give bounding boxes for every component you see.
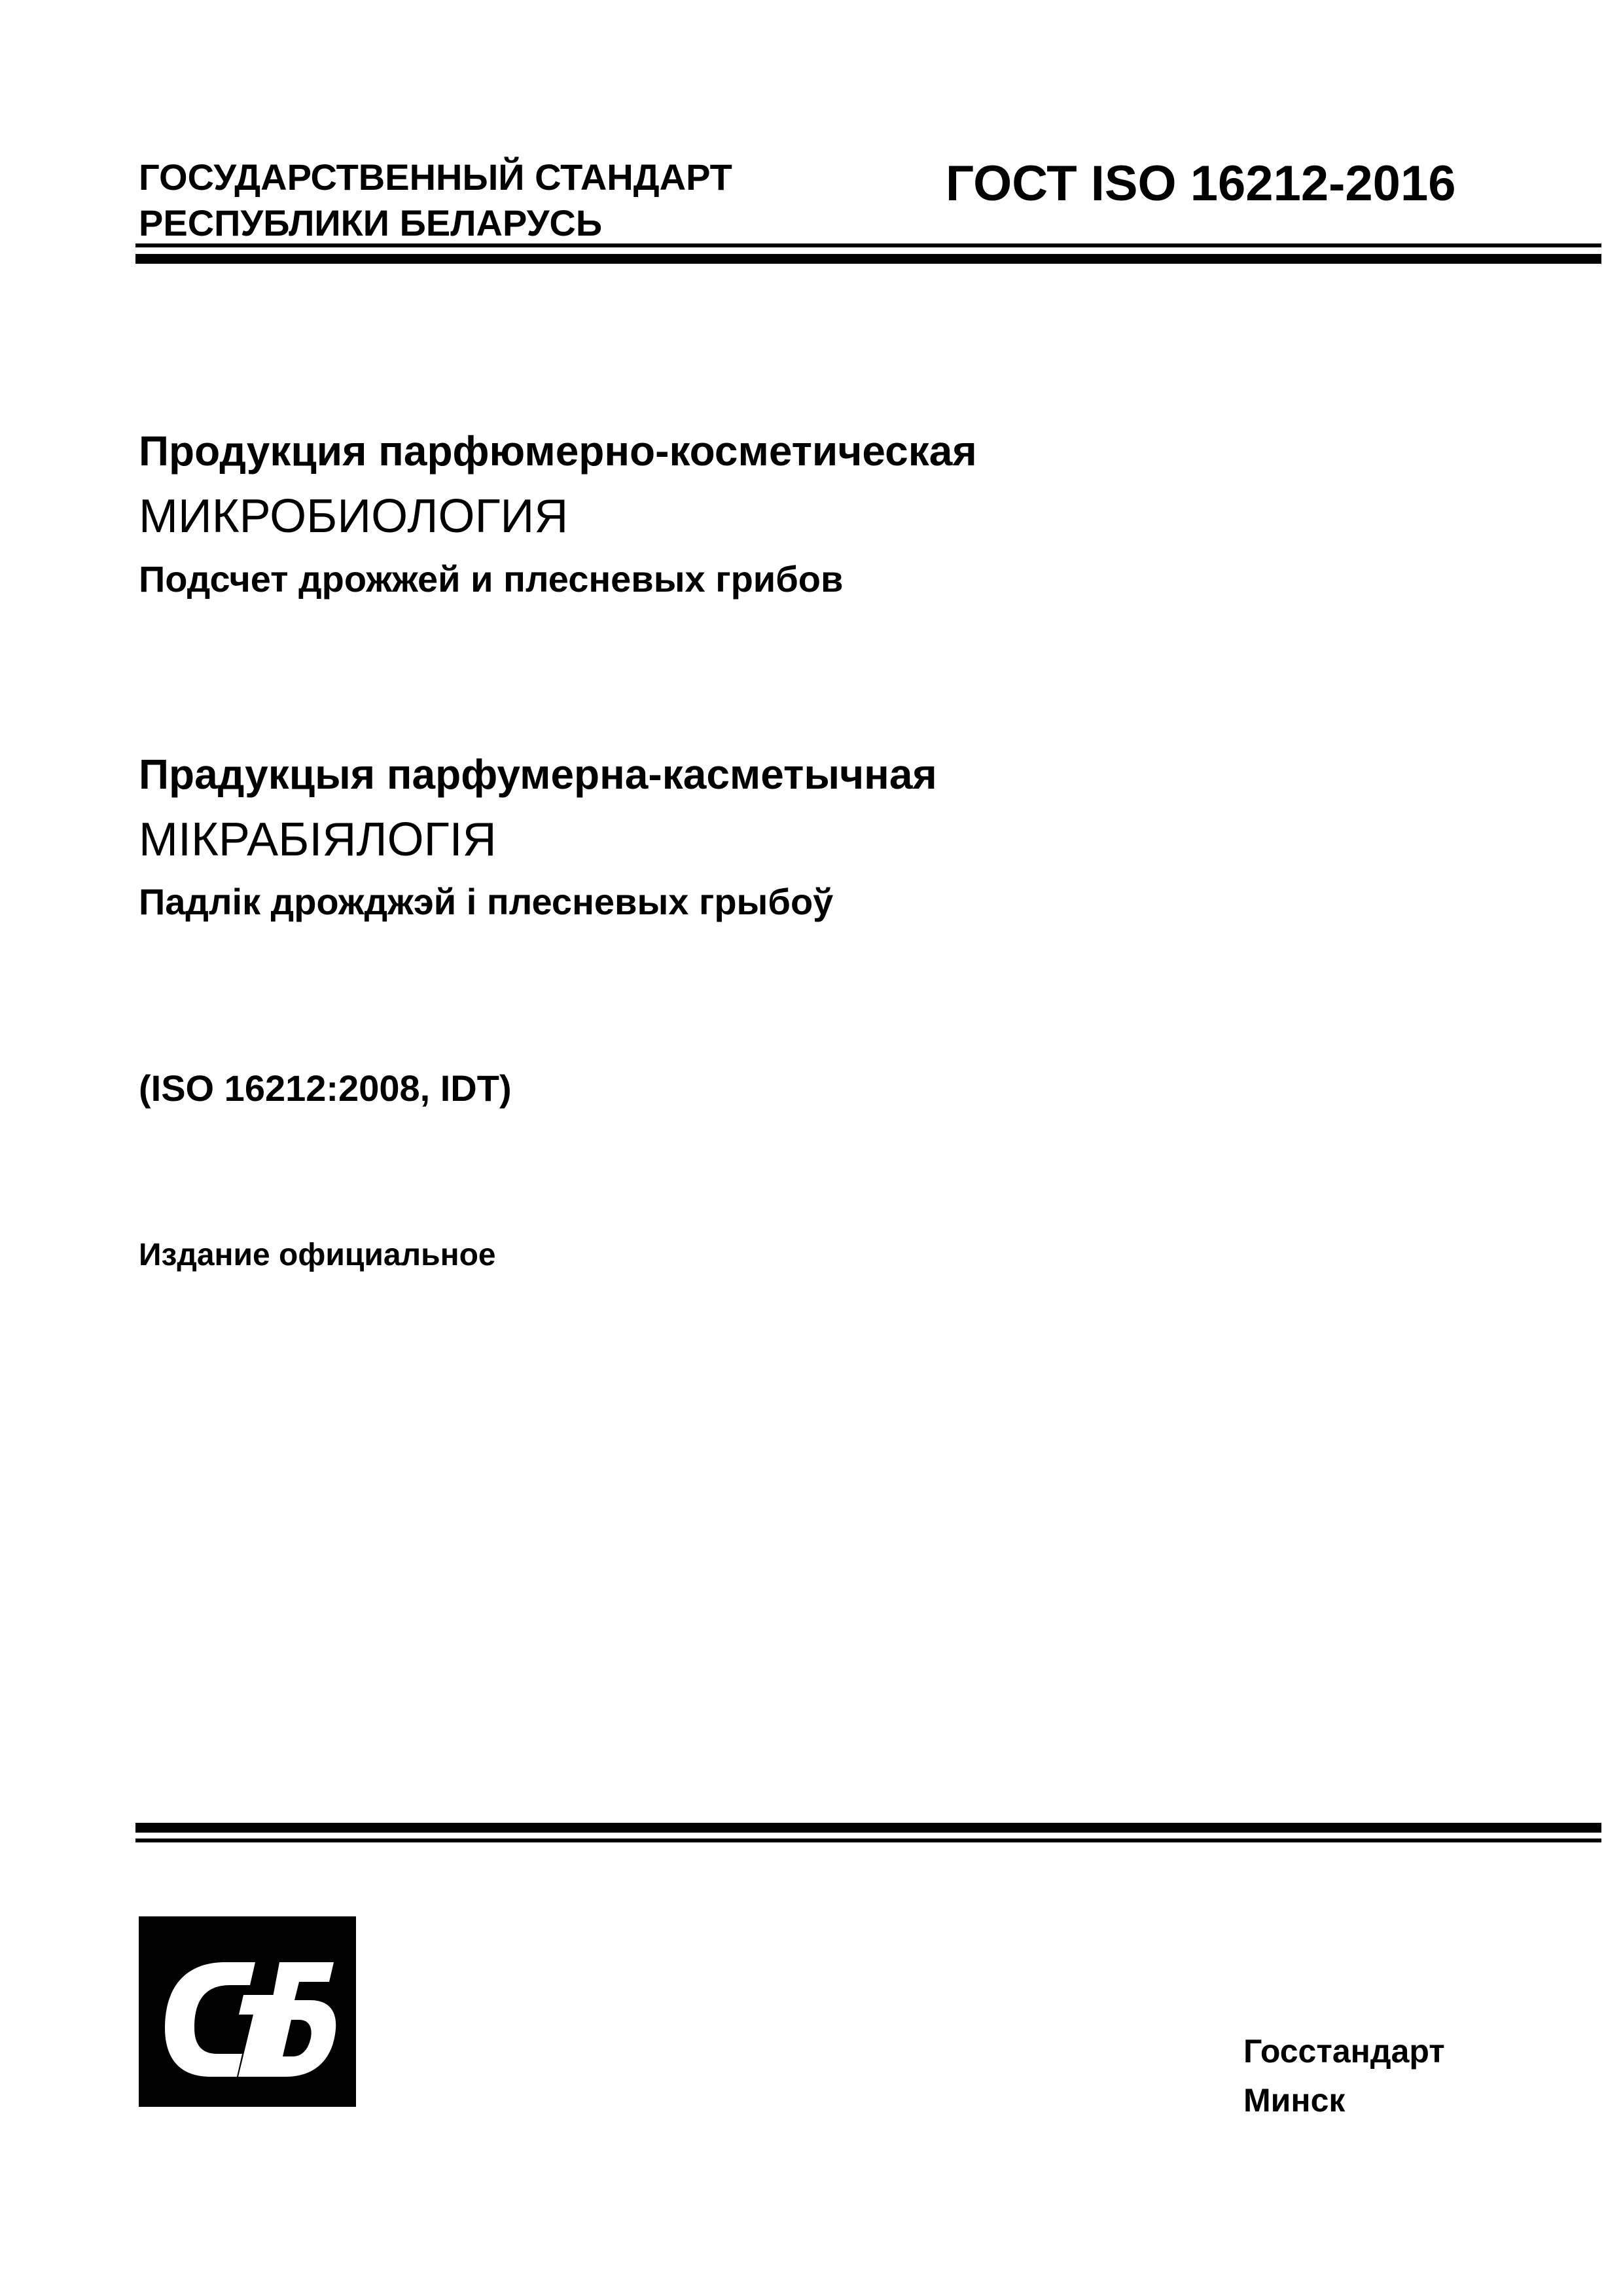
publisher-city: Минск xyxy=(1243,2082,1346,2119)
title-ru-sub: Подсчет дрожжей и плесневых грибов xyxy=(139,558,844,600)
title-be-group: Прадукцыя парфумерна-касметычная xyxy=(139,751,937,798)
header-rule-thick xyxy=(135,254,1601,264)
standard-designation: ГОСТ ISO 16212-2016 xyxy=(946,156,1456,211)
title-be-sub: Падлік дрожджэй і плесневых грыбоў xyxy=(139,881,834,922)
footer-rule-thin xyxy=(135,1839,1601,1842)
title-be-main: МІКРАБІЯЛОГІЯ xyxy=(139,814,497,866)
publisher-name: Госстандарт xyxy=(1243,2033,1445,2070)
footer-rule-thick xyxy=(135,1823,1601,1833)
issuer-line-2: РЕСПУБЛИКИ БЕЛАРУСЬ xyxy=(139,202,603,243)
edition-label: Издание официальное xyxy=(139,1238,496,1272)
title-ru-main: МИКРОБИОЛОГИЯ xyxy=(139,490,569,543)
stb-logo-icon xyxy=(139,1916,356,2107)
iso-reference: (ISO 16212:2008, IDT) xyxy=(139,1067,512,1109)
title-ru-group: Продукция парфюмерно-косметическая xyxy=(139,427,977,475)
issuer-line-1: ГОСУДАРСТВЕННЫЙ СТАНДАРТ xyxy=(139,156,732,198)
header-rule-thin xyxy=(135,243,1601,247)
issuer-block xyxy=(139,154,732,246)
